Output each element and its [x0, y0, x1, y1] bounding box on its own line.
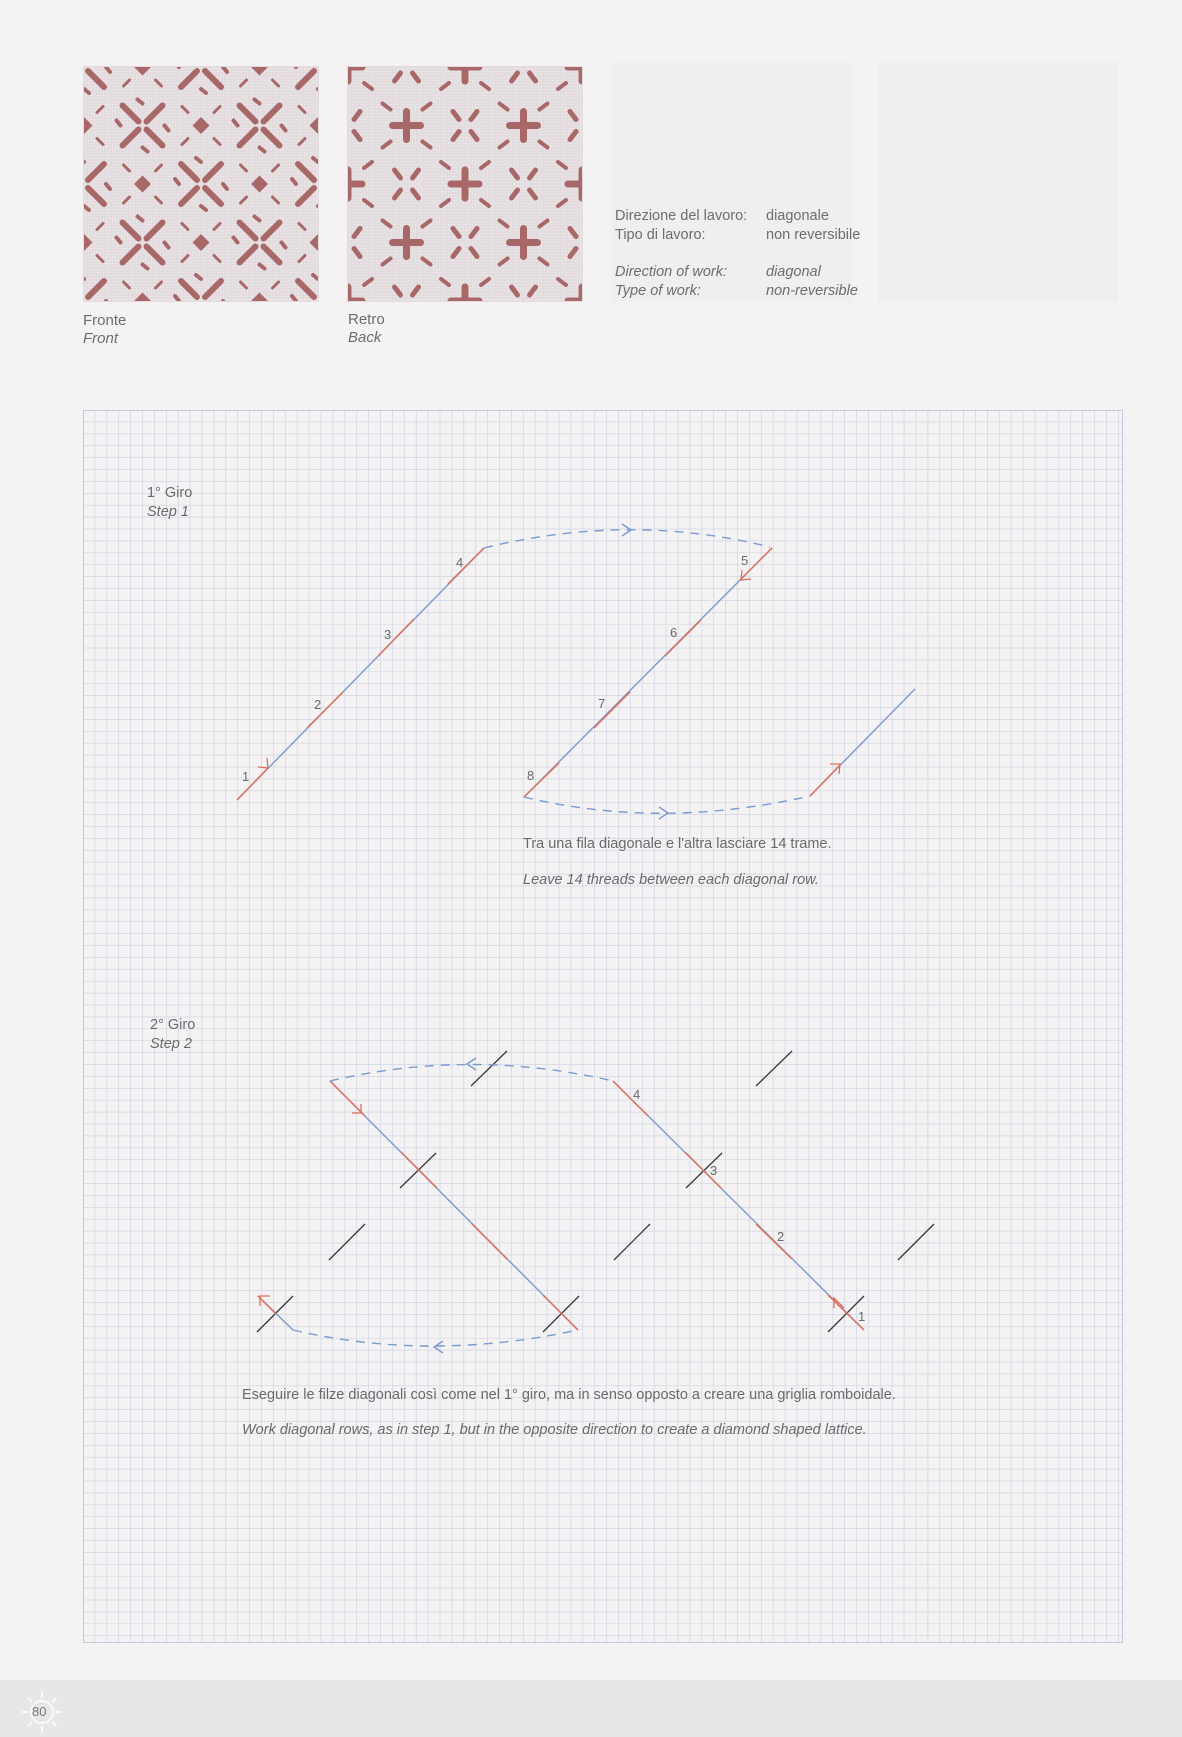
- step1-num-4: 4: [456, 555, 464, 570]
- type-key-it: Tipo di lavoro:: [615, 227, 706, 243]
- step1-num-7: 7: [598, 696, 606, 711]
- type-key-en: Type of work:: [615, 283, 701, 299]
- step1-title-it: 1° Giro: [147, 485, 193, 501]
- step2-note-en: Work diagonal rows, as in step 1, but in the opposite direction to create a diamond shaped lattice.: [242, 1422, 867, 1438]
- step2-diagram: [257, 1051, 934, 1353]
- step1-title-en: Step 1: [147, 504, 189, 520]
- step1-num-5: 5: [741, 553, 749, 568]
- step1-diagram: [237, 524, 915, 819]
- step1-num-8: 8: [527, 768, 535, 783]
- step2-num-2: 2: [777, 1229, 785, 1244]
- type-value-it: non reversibile: [766, 227, 861, 243]
- direction-value-en: diagonal: [766, 264, 821, 280]
- step2-num-3: 3: [710, 1163, 718, 1178]
- type-value-en: non-reversible: [766, 283, 858, 299]
- footer-band: [0, 1680, 1182, 1737]
- front-label-it: Fronte: [83, 312, 127, 329]
- direction-value-it: diagonale: [766, 208, 829, 224]
- step1-note-en: Leave 14 threads between each diagonal row.: [523, 872, 819, 888]
- step2-title-it: 2° Giro: [150, 1017, 196, 1033]
- direction-key-it: Direzione del lavoro:: [615, 208, 748, 224]
- direction-key-en: Direction of work:: [615, 264, 728, 280]
- step2-num-4: 4: [633, 1087, 641, 1102]
- step1-num-1: 1: [242, 769, 250, 784]
- step1-num-3: 3: [384, 627, 392, 642]
- step1-num-2: 2: [314, 697, 322, 712]
- front-label-en: Front: [83, 330, 119, 347]
- step2-note-it: Eseguire le filze diagonali così come nel 1° giro, ma in senso opposto a creare una griglia romboidale.: [242, 1387, 896, 1403]
- back-label-en: Back: [348, 329, 382, 346]
- page-number: 80: [32, 1704, 47, 1719]
- step2-num-1: 1: [858, 1309, 866, 1324]
- step1-note-it: Tra una fila diagonale e l'altra lasciare 14 trame.: [523, 836, 832, 852]
- step1-num-6: 6: [670, 625, 678, 640]
- back-label-it: Retro: [348, 311, 385, 328]
- step2-title-en: Step 2: [150, 1036, 192, 1052]
